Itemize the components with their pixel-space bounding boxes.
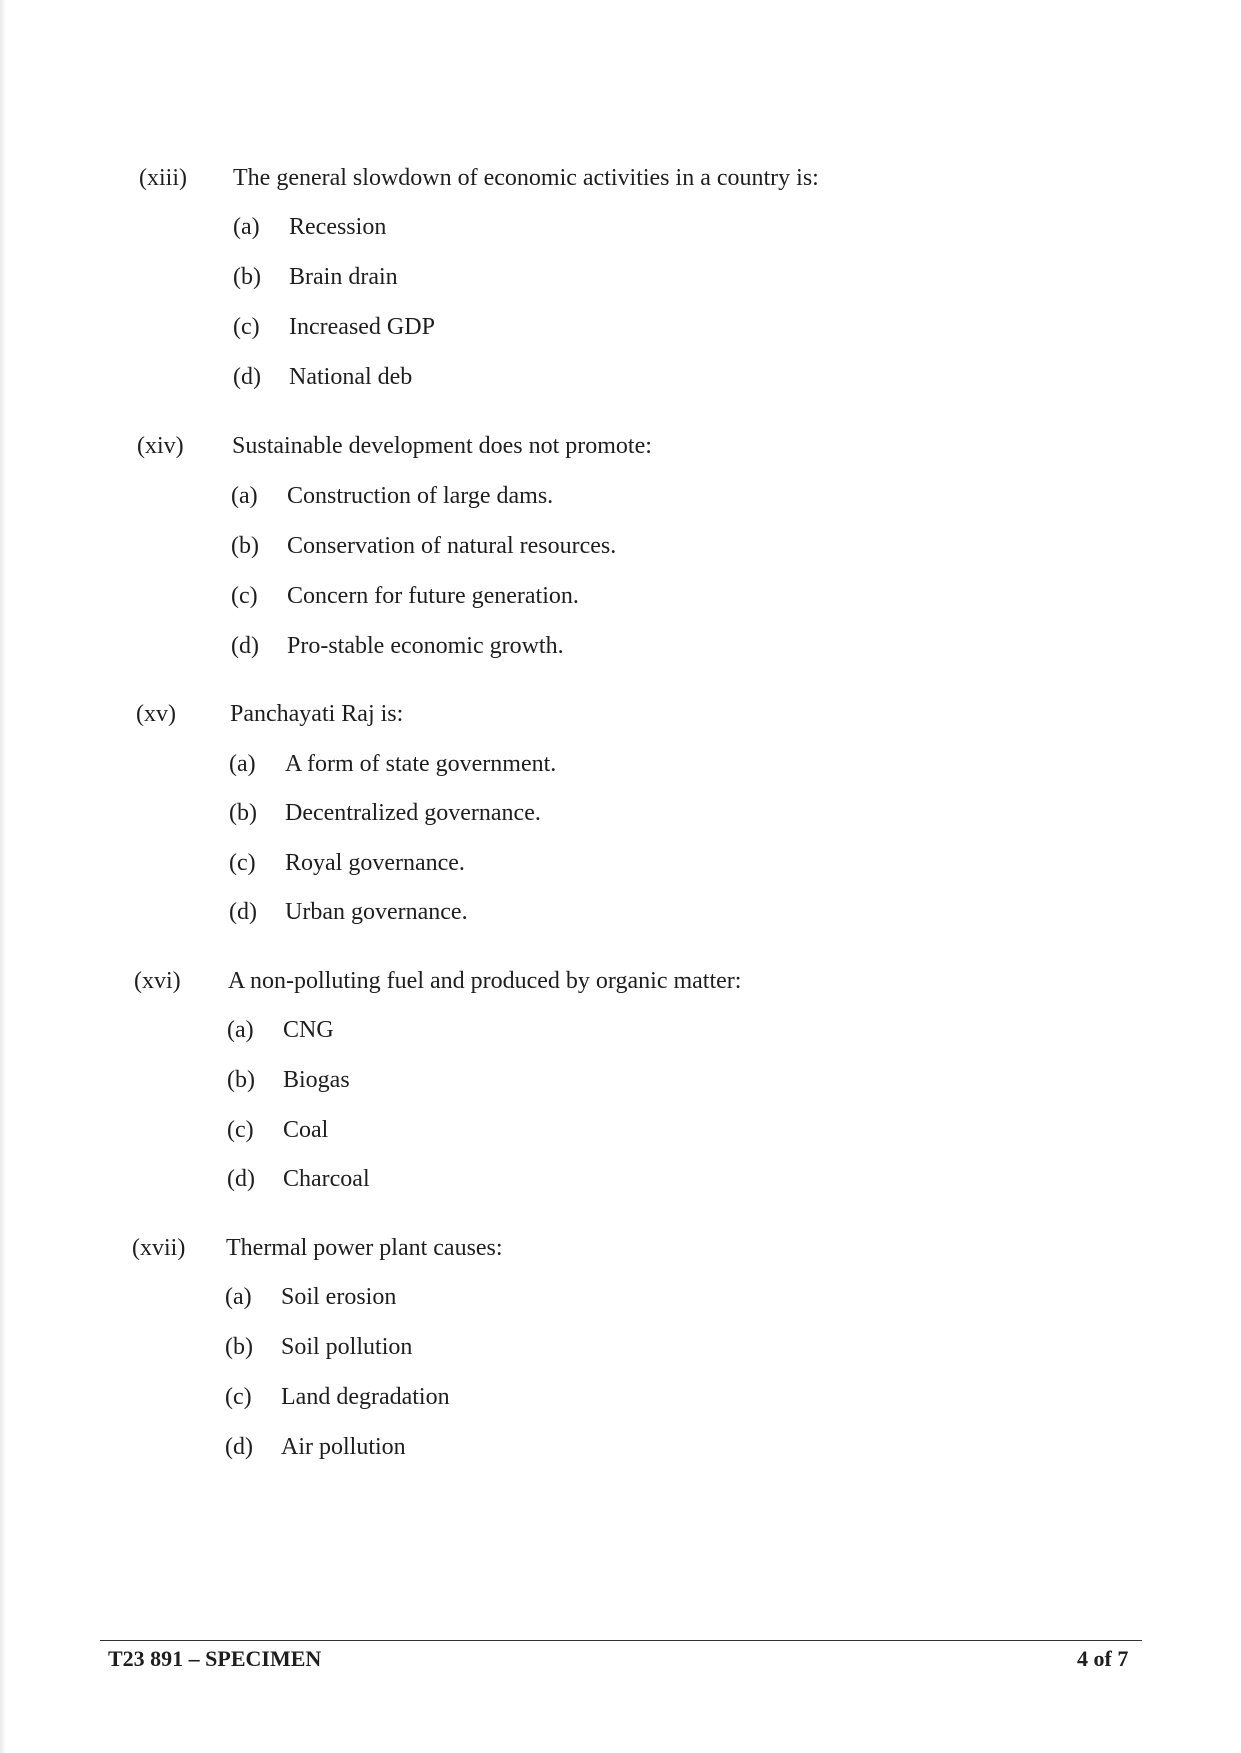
- option-letter: (b): [225, 1334, 253, 1360]
- option-letter: (d): [231, 633, 259, 659]
- footer-rule: [100, 1640, 1142, 1641]
- footer-paper-code: T23 891 – SPECIMEN: [108, 1646, 322, 1671]
- option-letter: (b): [227, 1067, 255, 1093]
- question-text: Sustainable development does not promote:: [232, 433, 652, 459]
- option-text: A form of state government.: [285, 751, 557, 777]
- question-number: (xvi): [134, 968, 181, 994]
- option-letter: (d): [233, 364, 261, 390]
- option-text: Land degradation: [281, 1384, 450, 1410]
- option-letter: (a): [227, 1017, 254, 1043]
- option-text: Soil erosion: [281, 1284, 397, 1310]
- option-letter: (b): [231, 533, 259, 559]
- option-text: Pro-stable economic growth.: [287, 633, 564, 659]
- option-letter: (d): [227, 1166, 255, 1192]
- option-letter: (c): [233, 314, 260, 340]
- option-letter: (b): [229, 800, 257, 826]
- question-number: (xv): [136, 701, 176, 727]
- question-number: (xiii): [139, 165, 187, 191]
- question-text: Thermal power plant causes:: [226, 1235, 503, 1261]
- option-text: Recession: [289, 214, 387, 240]
- option-letter: (a): [233, 214, 260, 240]
- option-text: Biogas: [283, 1067, 350, 1093]
- option-letter: (a): [229, 751, 256, 777]
- option-letter: (c): [229, 850, 256, 876]
- option-text: CNG: [283, 1017, 334, 1043]
- option-letter: (c): [231, 583, 258, 609]
- option-text: Decentralized governance.: [285, 800, 541, 826]
- option-text: Brain drain: [289, 264, 398, 290]
- option-letter: (b): [233, 264, 261, 290]
- question-text: A non-polluting fuel and produced by organic matter:: [228, 968, 742, 994]
- option-text: Coal: [283, 1117, 329, 1143]
- option-text: Increased GDP: [289, 314, 435, 340]
- option-text: Soil pollution: [281, 1334, 413, 1360]
- option-text: Concern for future generation.: [287, 583, 579, 609]
- question-number: (xiv): [137, 433, 184, 459]
- option-letter: (a): [231, 483, 258, 509]
- question-number: (xvii): [132, 1235, 186, 1261]
- footer-page-number: 4 of 7: [1077, 1646, 1129, 1671]
- option-text: Conservation of natural resources.: [287, 533, 617, 559]
- question-text: Panchayati Raj is:: [230, 701, 404, 727]
- option-letter: (a): [225, 1284, 252, 1310]
- option-letter: (d): [225, 1434, 253, 1460]
- question-text: The general slowdown of economic activities in a country is:: [233, 165, 819, 191]
- option-text: National deb: [289, 364, 413, 390]
- option-letter: (d): [229, 899, 257, 925]
- option-text: Construction of large dams.: [287, 483, 554, 509]
- option-text: Charcoal: [283, 1166, 370, 1192]
- option-letter: (c): [225, 1384, 252, 1410]
- option-text: Royal governance.: [285, 850, 465, 876]
- option-text: Air pollution: [281, 1434, 406, 1460]
- option-letter: (c): [227, 1117, 254, 1143]
- option-text: Urban governance.: [285, 899, 468, 925]
